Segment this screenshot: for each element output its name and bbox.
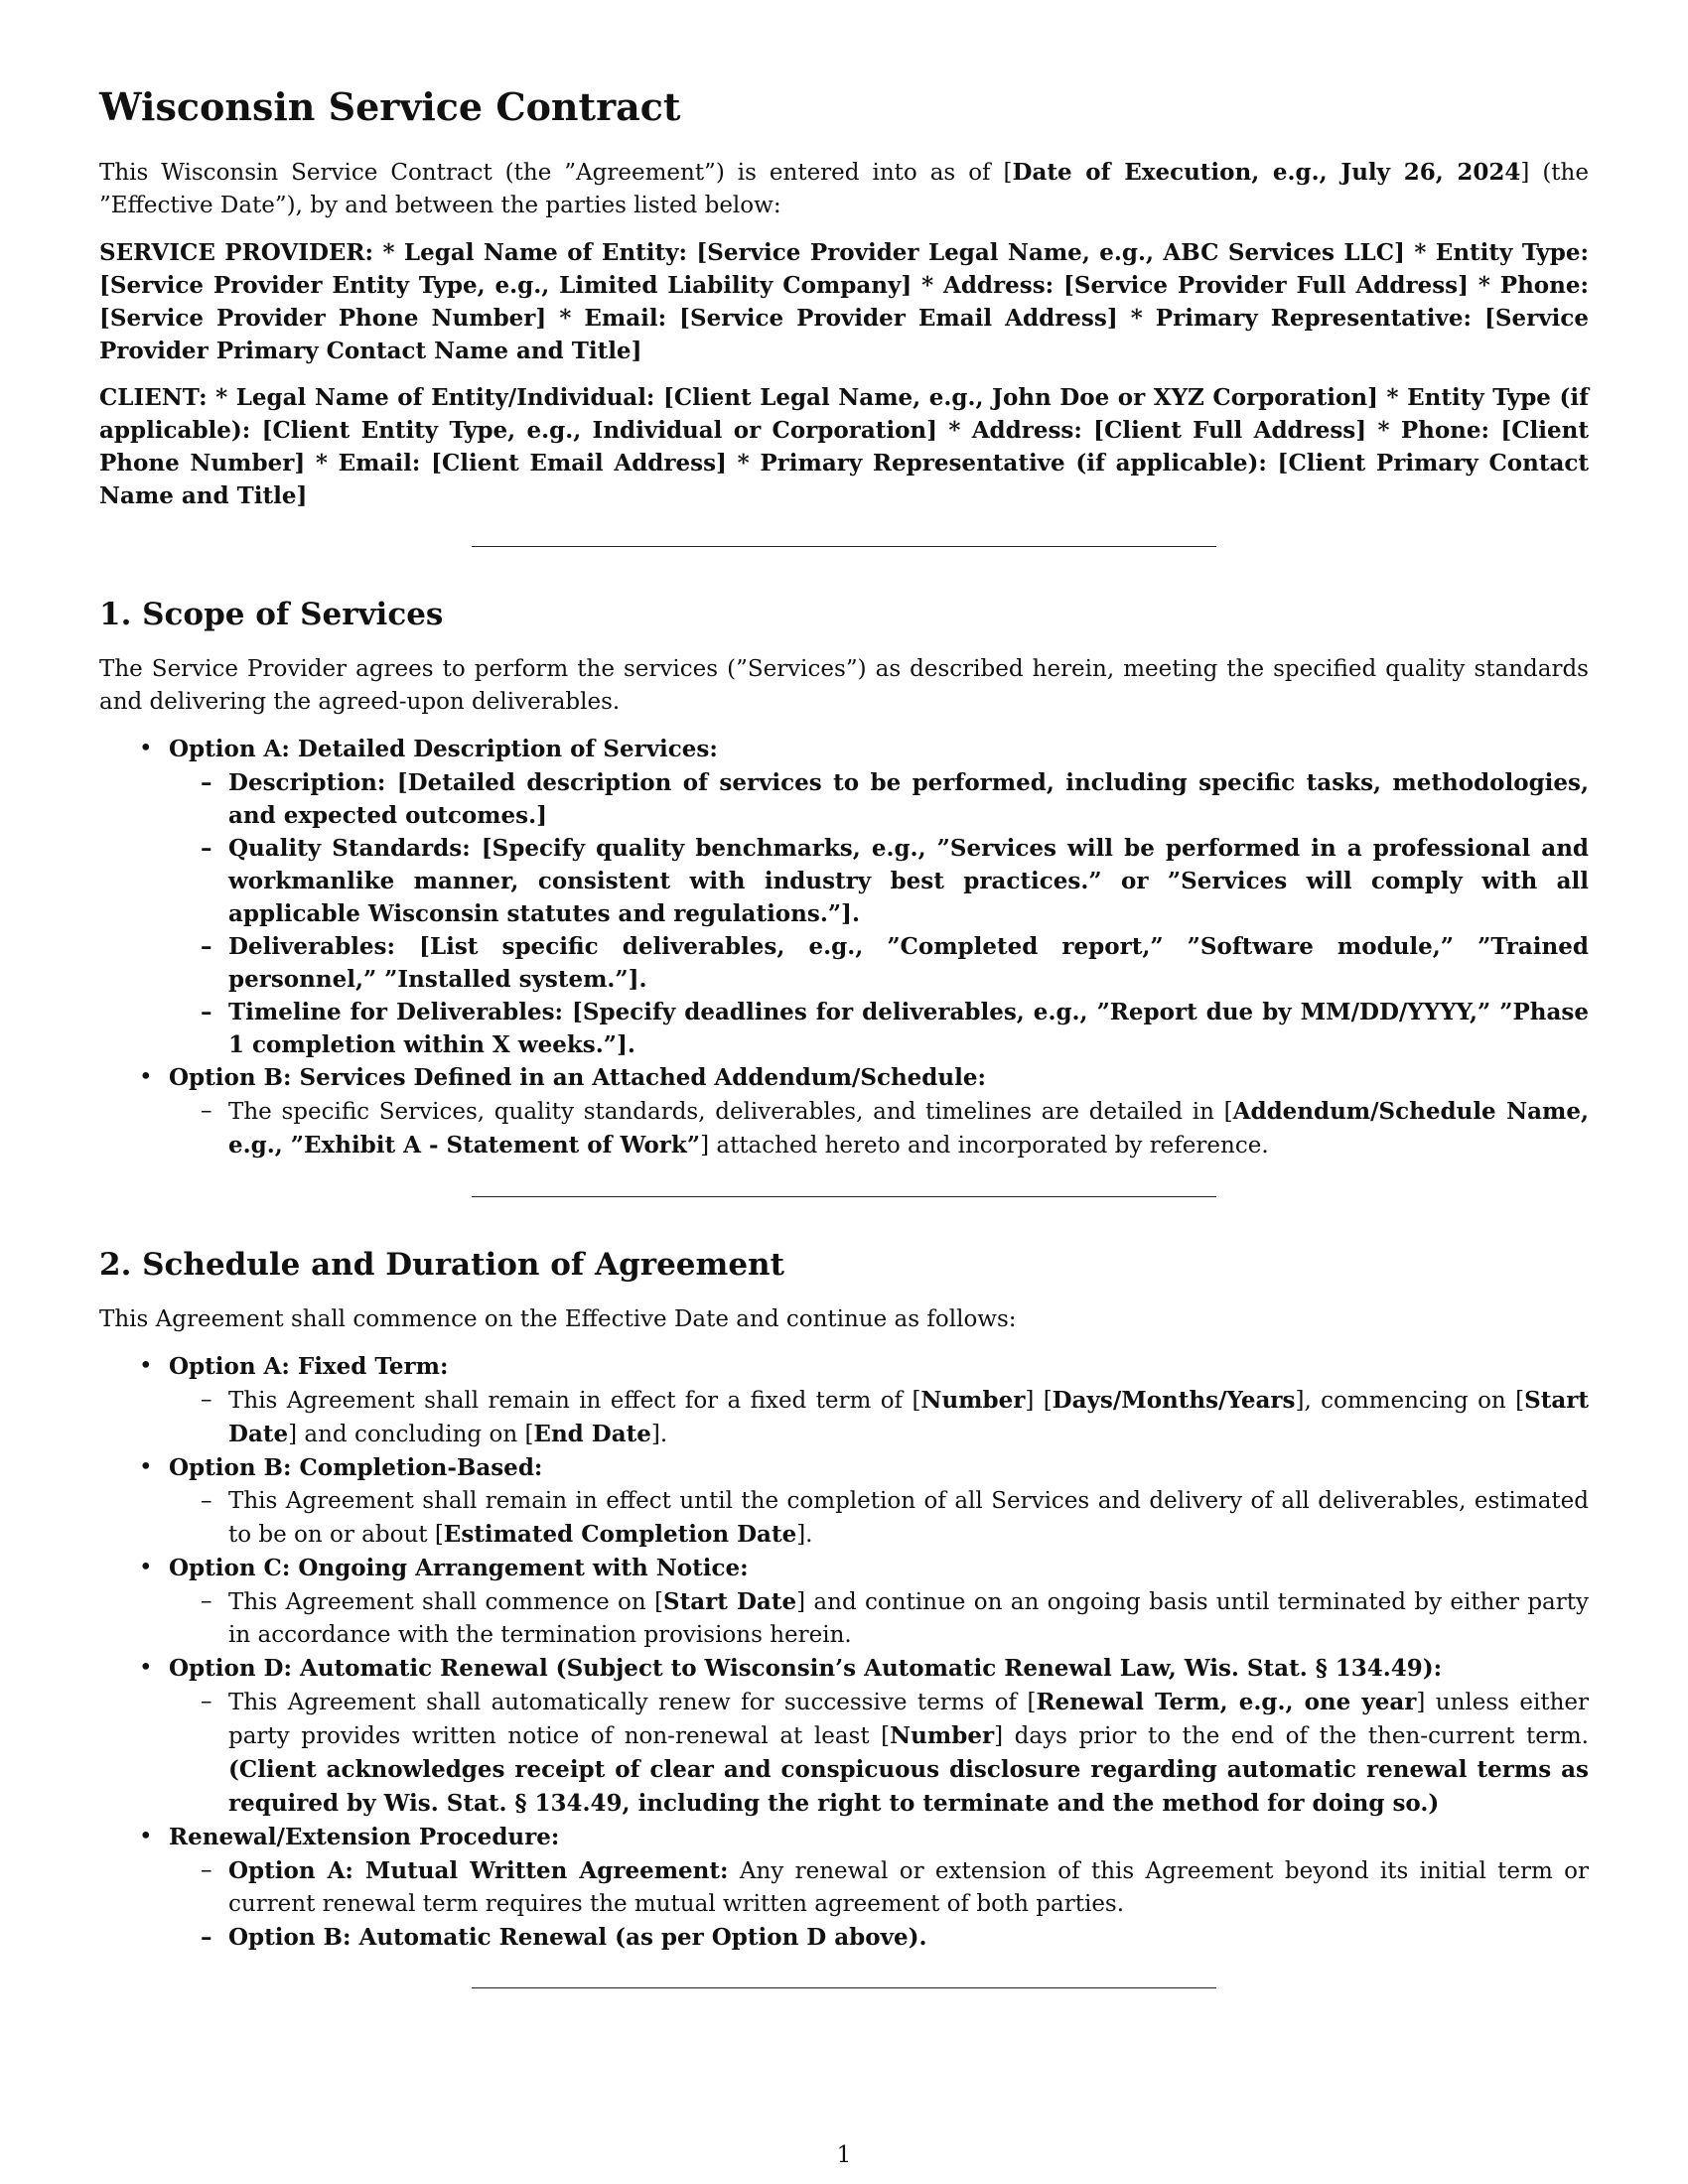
schedule-options-list <box>99 1350 1589 1954</box>
section-heading-schedule: 2. Schedule and Duration of Agreement <box>99 1246 784 1283</box>
section-divider <box>472 1196 1216 1197</box>
list-item: • Option A: Detailed Description of Services: – Description: [Detailed description of services to be performed, including specific tasks, methodologies, and expected outcomes.] – Quality Standards: [Specify quality benchmarks, e.g., ”Services will be performed in a professional and workmanlike manner, consistent with industry best practices.” or ”Services will comply with all applicable Wisconsin statutes and regulations.”]. – Deliverables: [List specific deliverables, e.g., ”Completed report,” ”Software module,” ”Trained personnel,” ”Installed system.”]. – Timeline for Deliverables: [Specify deadlines for deliverables, e.g., ”Report due by MM/DD/YYYY,” ”Phase 1 completion within X weeks.”]. <box>99 733 1589 1061</box>
list-item: – This Agreement shall commence on [Start Date] and continue on an ongoing basis until terminated by either party in accordance with the termination provisions herein. <box>169 1585 1589 1652</box>
intro-paragraph: This Wisconsin Service Contract (the ”Agreement”) is entered into as of [Date of Execution, e.g., July 26, 2024] (the ”Effective Date”), by and between the parties listed below: <box>99 158 1589 218</box>
scope-intro: The Service Provider agrees to perform the services (”Services”) as described herein, meeting the specified quality standards and delivering the agreed-upon deliverables. <box>99 655 1589 715</box>
section-divider <box>472 546 1216 547</box>
service-provider-block: SERVICE PROVIDER: * Legal Name of Entity: [Service Provider Legal Name, e.g., ABC Services LLC] * Entity Type: [Service Provider Entity Type, e.g., Limited Liability Company] * Address: [Service Provider Full Address] * Phone: [Service Provider Phone Number] * Email: [Service Provider Email Address] * Primary Representative: [Service Provider Primary Contact Name and Title] <box>99 238 1589 364</box>
section-divider <box>472 1987 1216 1988</box>
list-item: – This Agreement shall automatically renew for successive terms of [Renewal Term, e.g., one year] unless either party provides written notice of non-renewal at least [Number] days prior to the end of the then-current term. (Client acknowledges receipt of clear and conspicuous disclosure regarding automatic renewal terms as required by Wis. Stat. § 134.49, including the right to terminate and the method for doing so.) <box>169 1686 1589 1821</box>
list-item: – Timeline for Deliverables: [Specify deadlines for deliverables, e.g., ”Report due by MM/DD/YYYY,” ”Phase 1 completion within X weeks.”]. <box>169 996 1589 1061</box>
list-item: • Option B: Services Defined in an Attached Addendum/Schedule: – The specific Services, quality standards, deliverables, and timelines are detailed in [Addendum/Schedule Name, e.g., ”Exhibit A - Statement of Work”] attached hereto and incorporated by reference. <box>99 1061 1589 1162</box>
list-item: • Option B: Completion-Based: – This Agreement shall remain in effect until the completion of all Services and delivery of all deliverables, estimated to be on or about [Estimated Completion Date]. <box>99 1451 1589 1552</box>
list-item: • Option C: Ongoing Arrangement with Notice: – This Agreement shall commence on [Start Date] and continue on an ongoing basis until terminated by either party in accordance with the termination provisions herein. <box>99 1552 1589 1652</box>
list-item: – Option A: Mutual Written Agreement: Any renewal or extension of this Agreement beyond its initial term or current renewal term requires the mutual written agreement of both parties. <box>169 1854 1589 1921</box>
list-item: – Option B: Automatic Renewal (as per Option D above). <box>169 1921 1589 1954</box>
document-page <box>99 84 1589 2038</box>
list-item: – Description: [Detailed description of services to be performed, including specific tasks, methodologies, and expected outcomes.] <box>169 766 1589 832</box>
document-title: Wisconsin Service Contract <box>99 84 681 129</box>
section-heading-scope: 1. Scope of Services <box>99 596 444 632</box>
client-block: CLIENT: * Legal Name of Entity/Individual: [Client Legal Name, e.g., John Doe or XYZ Corporation] * Entity Type (if applicable): [Client Entity Type, e.g., Individual or Corporation] * Address: [Client Full Address] * Phone: [Client Phone Number] * Email: [Client Email Address] * Primary Representative (if applicable): [Client Primary Contact Name and Title] <box>99 383 1589 509</box>
list-item: – The specific Services, quality standards, deliverables, and timelines are detailed in [Addendum/Schedule Name, e.g., ”Exhibit A - Statement of Work”] attached hereto and incorporated by reference. <box>169 1095 1589 1162</box>
list-item: – Quality Standards: [Specify quality benchmarks, e.g., ”Services will be performed in a professional and workmanlike manner, consistent with industry best practices.” or ”Services will comply with all applicable Wisconsin statutes and regulations.”]. <box>169 832 1589 930</box>
list-item: – This Agreement shall remain in effect until the completion of all Services and delivery of all deliverables, estimated to be on or about [Estimated Completion Date]. <box>169 1485 1589 1552</box>
list-item: • Renewal/Extension Procedure: – Option A: Mutual Written Agreement: Any renewal or extension of this Agreement beyond its initial term or current renewal term requires the mutual written agreement of both parties. – Option B: Automatic Renewal (as per Option D above). <box>99 1821 1589 1954</box>
page-number: 1 <box>836 2142 852 2168</box>
scope-options-list <box>99 733 1589 1162</box>
list-item: • Option D: Automatic Renewal (Subject to Wisconsin’s Automatic Renewal Law, Wis. Stat. § 134.49): – This Agreement shall automatically renew for successive terms of [Renewal Term, e.g., one year] unless either party provides written notice of non-renewal at least [Number] days prior to the end of the then-current term. (Client acknowledges receipt of clear and conspicuous disclosure regarding automatic renewal terms as required by Wis. Stat. § 134.49, including the right to terminate and the method for doing so.) <box>99 1652 1589 1821</box>
list-item: • Option A: Fixed Term: – This Agreement shall remain in effect for a fixed term of [Number] [Days/Months/Years], commencing on [Start Date] and concluding on [End Date]. <box>99 1350 1589 1451</box>
schedule-intro: This Agreement shall commence on the Effective Date and continue as follows: <box>99 1305 1017 1332</box>
list-item: – Deliverables: [List specific deliverables, e.g., ”Completed report,” ”Software module,” ”Trained personnel,” ”Installed system.”]. <box>169 930 1589 996</box>
list-item: – This Agreement shall remain in effect for a fixed term of [Number] [Days/Months/Years], commencing on [Start Date] and concluding on [End Date]. <box>169 1384 1589 1451</box>
